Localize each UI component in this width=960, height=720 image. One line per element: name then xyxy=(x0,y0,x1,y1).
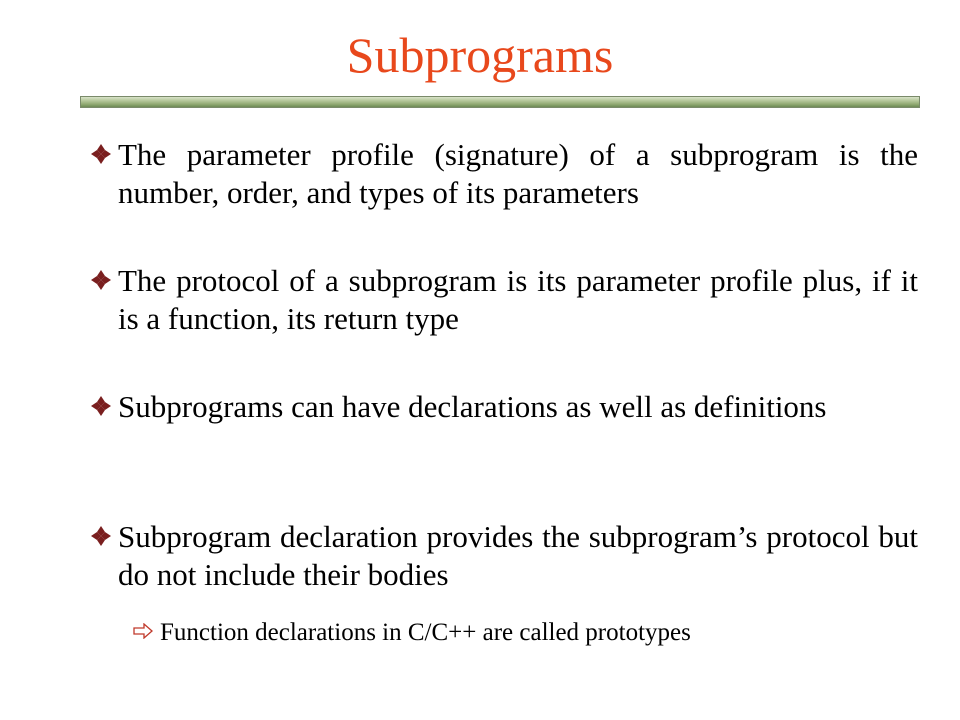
sub-bullet-text: Function declarations in C/C++ are called prototypes xyxy=(160,619,691,646)
hollow-arrow-right-icon xyxy=(133,623,153,639)
slide-title: Subprograms xyxy=(346,27,614,83)
bullet-text: Subprogram declaration provides the subprogram’s protocol but do not include their bodies xyxy=(118,519,918,592)
bullet-text: Subprograms can have declarations as well as definitions xyxy=(118,389,827,424)
diamond-star-bullet-icon xyxy=(90,525,112,547)
bullet-text: The protocol of a subprogram is its parameter profile plus, if it is a function, its return type xyxy=(118,263,918,336)
diamond-star-bullet-icon xyxy=(90,395,112,417)
bullet-text: The parameter profile (signature) of a subprogram is the number, order, and types of its parameters xyxy=(118,137,918,210)
diamond-star-bullet-icon xyxy=(90,269,112,291)
diamond-star-bullet-icon xyxy=(90,143,112,165)
